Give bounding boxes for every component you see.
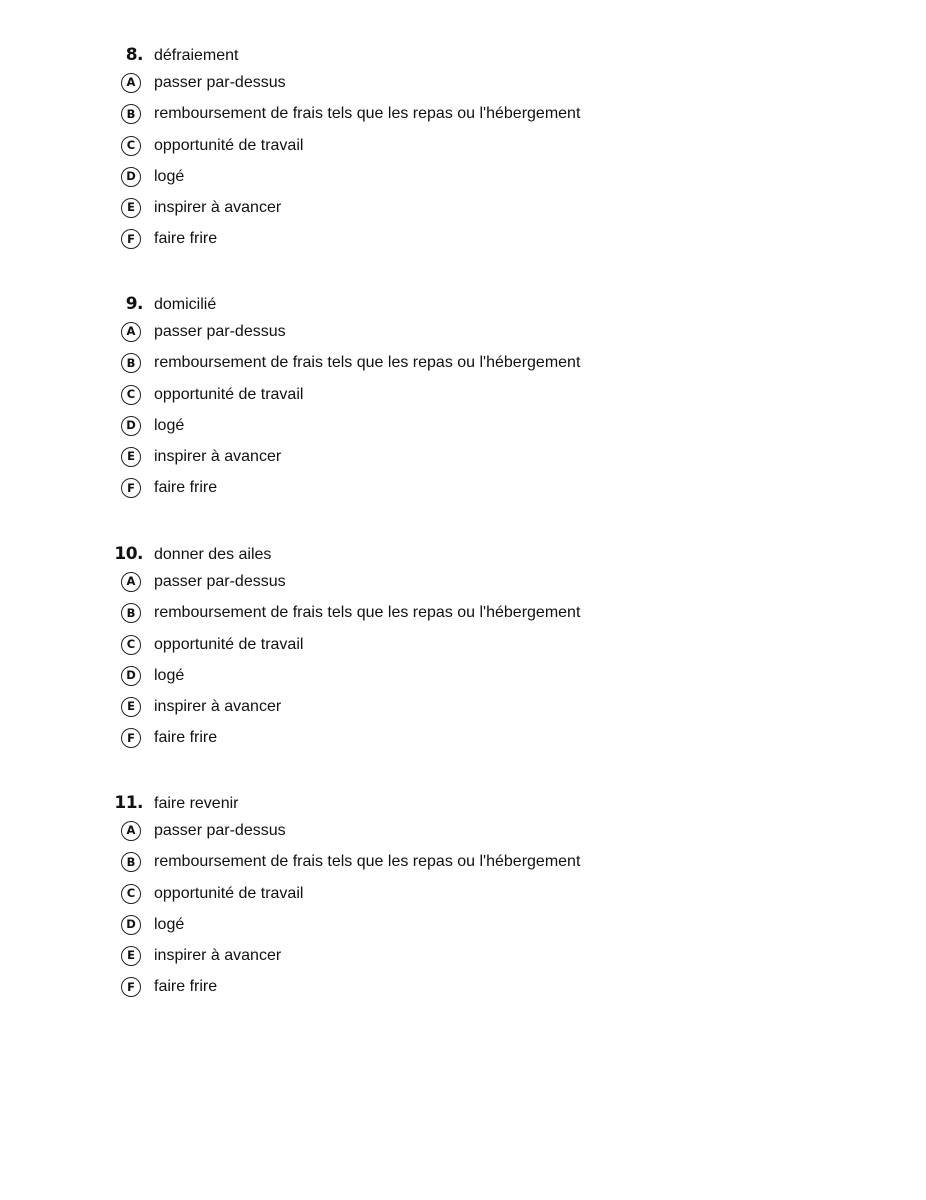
option-letter-circle[interactable]: F	[121, 229, 141, 249]
question-number: 11.	[114, 793, 143, 813]
option-text: passer par-dessus	[154, 323, 286, 340]
question-number: 9.	[125, 294, 143, 314]
option-b[interactable]	[112, 853, 672, 884]
option-letter-circle[interactable]: A	[121, 73, 141, 93]
option-a[interactable]	[112, 323, 672, 354]
question-11	[112, 794, 672, 1010]
question-header	[112, 295, 672, 317]
option-a[interactable]	[112, 74, 672, 105]
option-text: logé	[154, 416, 185, 434]
option-text: faire frire	[154, 230, 218, 248]
option-letter-circle[interactable]: F	[121, 977, 141, 997]
option-text: remboursement de frais tels que les repas ou l'hébergement	[154, 105, 581, 123]
option-a[interactable]	[112, 573, 672, 604]
option-letter-circle[interactable]: C	[121, 635, 141, 655]
option-a[interactable]	[112, 822, 672, 853]
option-text: inspirer à avancer	[154, 947, 282, 965]
question-term: faire revenir	[154, 795, 239, 812]
option-letter-circle[interactable]: D	[121, 666, 141, 686]
option-text: remboursement de frais tels que les repas ou l'hébergement	[154, 354, 581, 372]
option-text: faire frire	[154, 479, 218, 497]
option-letter-circle[interactable]: C	[121, 136, 141, 156]
option-text: inspirer à avancer	[154, 448, 282, 466]
option-letter-circle[interactable]: F	[121, 478, 141, 498]
option-letter-circle[interactable]: C	[121, 884, 141, 904]
option-letter-circle[interactable]: D	[121, 915, 141, 935]
option-letter-circle[interactable]: B	[121, 104, 141, 124]
option-text: opportunité de travail	[154, 884, 304, 902]
option-letter-circle[interactable]: E	[121, 946, 141, 966]
option-letter-circle[interactable]: F	[121, 728, 141, 748]
option-f[interactable]	[112, 479, 672, 510]
option-letter-circle[interactable]: B	[121, 852, 141, 872]
option-b[interactable]	[112, 604, 672, 635]
option-letter-circle[interactable]: E	[121, 447, 141, 467]
option-f[interactable]	[112, 729, 672, 760]
option-letter-circle[interactable]: E	[121, 198, 141, 218]
question-header	[112, 545, 672, 567]
option-text: logé	[154, 915, 185, 933]
option-letter-circle[interactable]: D	[121, 416, 141, 436]
option-letter-circle[interactable]: A	[121, 322, 141, 342]
option-b[interactable]	[112, 354, 672, 385]
question-term: donner des ailes	[154, 546, 272, 563]
option-letter-circle[interactable]: B	[121, 603, 141, 623]
option-text: faire frire	[154, 978, 218, 996]
option-d[interactable]	[112, 168, 672, 199]
question-header	[112, 794, 672, 816]
option-e[interactable]	[112, 698, 672, 729]
option-letter-circle[interactable]: A	[121, 572, 141, 592]
option-text: passer par-dessus	[154, 822, 286, 839]
option-d[interactable]	[112, 667, 672, 698]
option-c[interactable]	[112, 885, 672, 916]
option-text: faire frire	[154, 729, 218, 747]
option-letter-circle[interactable]: A	[121, 821, 141, 841]
option-letter-circle[interactable]: E	[121, 697, 141, 717]
question-term: domicilié	[154, 296, 217, 313]
question-8	[112, 46, 672, 262]
option-d[interactable]	[112, 417, 672, 448]
option-e[interactable]	[112, 199, 672, 230]
question-term: défraiement	[154, 47, 239, 64]
question-number: 8.	[125, 45, 143, 65]
option-text: remboursement de frais tels que les repas ou l'hébergement	[154, 604, 581, 622]
option-text: inspirer à avancer	[154, 698, 282, 716]
question-10	[112, 545, 672, 761]
option-b[interactable]	[112, 105, 672, 136]
option-text: opportunité de travail	[154, 136, 304, 154]
option-d[interactable]	[112, 916, 672, 947]
question-9	[112, 295, 672, 511]
option-f[interactable]	[112, 978, 672, 1009]
option-text: remboursement de frais tels que les repas ou l'hébergement	[154, 853, 581, 871]
option-letter-circle[interactable]: D	[121, 167, 141, 187]
option-e[interactable]	[112, 947, 672, 978]
option-c[interactable]	[112, 137, 672, 168]
option-f[interactable]	[112, 230, 672, 261]
option-text: opportunité de travail	[154, 385, 304, 403]
option-text: inspirer à avancer	[154, 199, 282, 217]
option-text: passer par-dessus	[154, 74, 286, 91]
option-c[interactable]	[112, 386, 672, 417]
option-letter-circle[interactable]: C	[121, 385, 141, 405]
option-e[interactable]	[112, 448, 672, 479]
option-text: passer par-dessus	[154, 573, 286, 590]
option-text: logé	[154, 666, 185, 684]
question-number: 10.	[114, 544, 143, 564]
option-text: opportunité de travail	[154, 635, 304, 653]
option-text: logé	[154, 167, 185, 185]
option-letter-circle[interactable]: B	[121, 353, 141, 373]
option-c[interactable]	[112, 636, 672, 667]
question-header	[112, 46, 672, 68]
